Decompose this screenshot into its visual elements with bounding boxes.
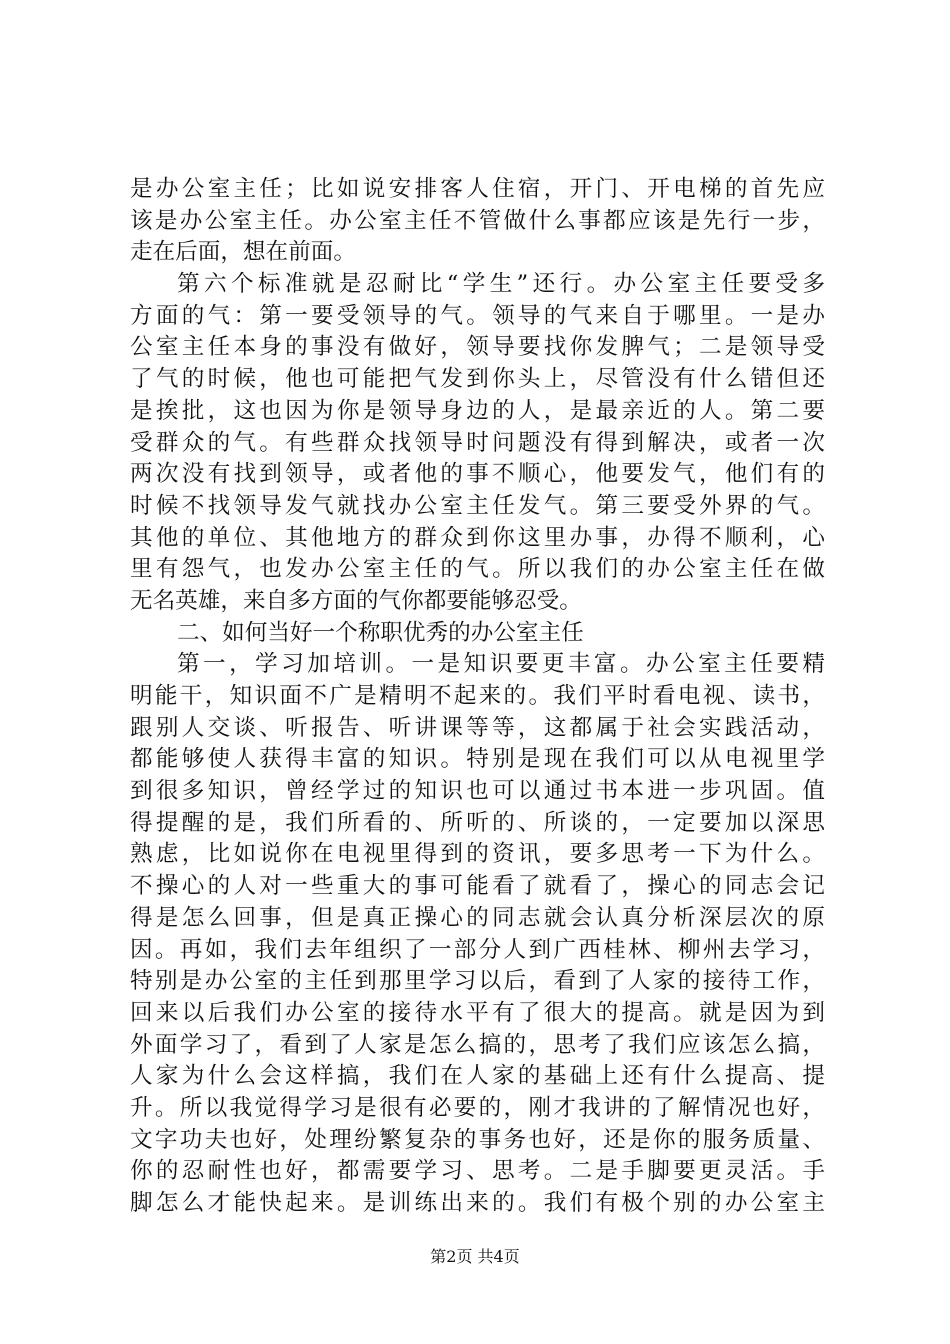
text-line: 你的忍耐性也好，都需要学习、思考。二是手脚要更灵活。手 [130, 1158, 825, 1185]
text-line: 走在后面，想在前面。 [130, 239, 356, 266]
text-line: 该是办公室主任。办公室主任不管做什么事都应该是先行一步， [130, 207, 825, 234]
text-line: 脚怎么才能快起来。是训练出来的。我们有极个别的办公室主 [130, 1190, 825, 1216]
text-line: 因。再如，我们去年组织了一部分人到广西桂林、柳州去学习， [130, 936, 825, 963]
text-line: 跟别人交谈、听报告、听讲课等等，这都属于社会实践活动， [130, 714, 825, 741]
text-line: 特别是办公室的主任到那里学习以后，看到了人家的接待工作， [130, 968, 825, 995]
text-line: 是挨批，这也因为你是领导身边的人，是最亲近的人。第二要 [130, 397, 825, 424]
text-line: 到很多知识，曾经学过的知识也可以通过书本进一步巩固。值 [130, 778, 825, 805]
text-line: 明能干，知识面不广是精明不起来的。我们平时看电视、读书， [130, 683, 825, 709]
text-line: 都能够使人获得丰富的知识。特别是现在我们可以从电视里学 [130, 746, 825, 773]
text-line: 得是怎么回事，但是真正操心的同志就会认真分析深层次的原 [130, 904, 825, 931]
document-body [130, 174, 825, 1220]
text-line: 得提醒的是，我们所看的、所听的、所谈的，一定要加以深思 [130, 809, 825, 836]
text-line: 无名英雄，来自多方面的气你都要能够忍受。 [130, 587, 582, 614]
text-line: 文字功夫也好，处理纷繁复杂的事务也好，还是你的服务质量、 [130, 1126, 825, 1153]
text-line: 公室主任本身的事没有做好，领导要找你发脾气；二是领导受 [130, 334, 825, 361]
paragraph-start-line: 第六个标准就是忍耐比“学生”还行。办公室主任要受多 [177, 271, 825, 298]
text-line: 时候不找领导发气就找办公室主任发气。第三要受外界的气。 [130, 492, 825, 519]
text-line: 里有怨气，也发办公室主任的气。所以我们的办公室主任在做 [130, 556, 825, 583]
paragraph-start-line: 第一，学习加培训。一是知识要更丰富。办公室主任要精 [177, 651, 825, 678]
text-line: 其他的单位、其他地方的群众到你这里办事，办得不顺利，心 [130, 524, 825, 551]
text-line: 外面学习了，看到了人家是怎么搞的，思考了我们应该怎么搞， [130, 1031, 825, 1058]
text-line: 了气的时候，他也可能把气发到你头上，尽管没有什么错但还 [130, 366, 825, 393]
text-line: 不操心的人对一些重大的事可能看了就看了，操心的同志会记 [130, 873, 825, 900]
text-line: 升。所以我觉得学习是很有必要的，刚才我讲的了解情况也好， [130, 1094, 825, 1121]
text-line: 人家为什么会这样搞，我们在人家的基础上还有什么提高、提 [130, 1063, 825, 1090]
text-line: 回来以后我们办公室的接待水平有了很大的提高。就是因为到 [130, 999, 825, 1026]
page-number: 第2页 共4页 [430, 1247, 520, 1266]
text-line: 是办公室主任；比如说安排客人住宿，开门、开电梯的首先应 [130, 176, 825, 202]
text-line: 受群众的气。有些群众找领导时问题没有得到解决，或者一次 [130, 429, 825, 456]
text-line: 方面的气：第一要受领导的气。领导的气来自于哪里。一是办 [130, 302, 825, 329]
text-line: 熟虑，比如说你在电视里得到的资讯，要多思考一下为什么。 [130, 841, 825, 868]
section-heading: 二、如何当好一个称职优秀的办公室主任 [177, 619, 584, 646]
text-line: 两次没有找到领导，或者他的事不顺心，他要发气，他们有的 [130, 461, 825, 488]
